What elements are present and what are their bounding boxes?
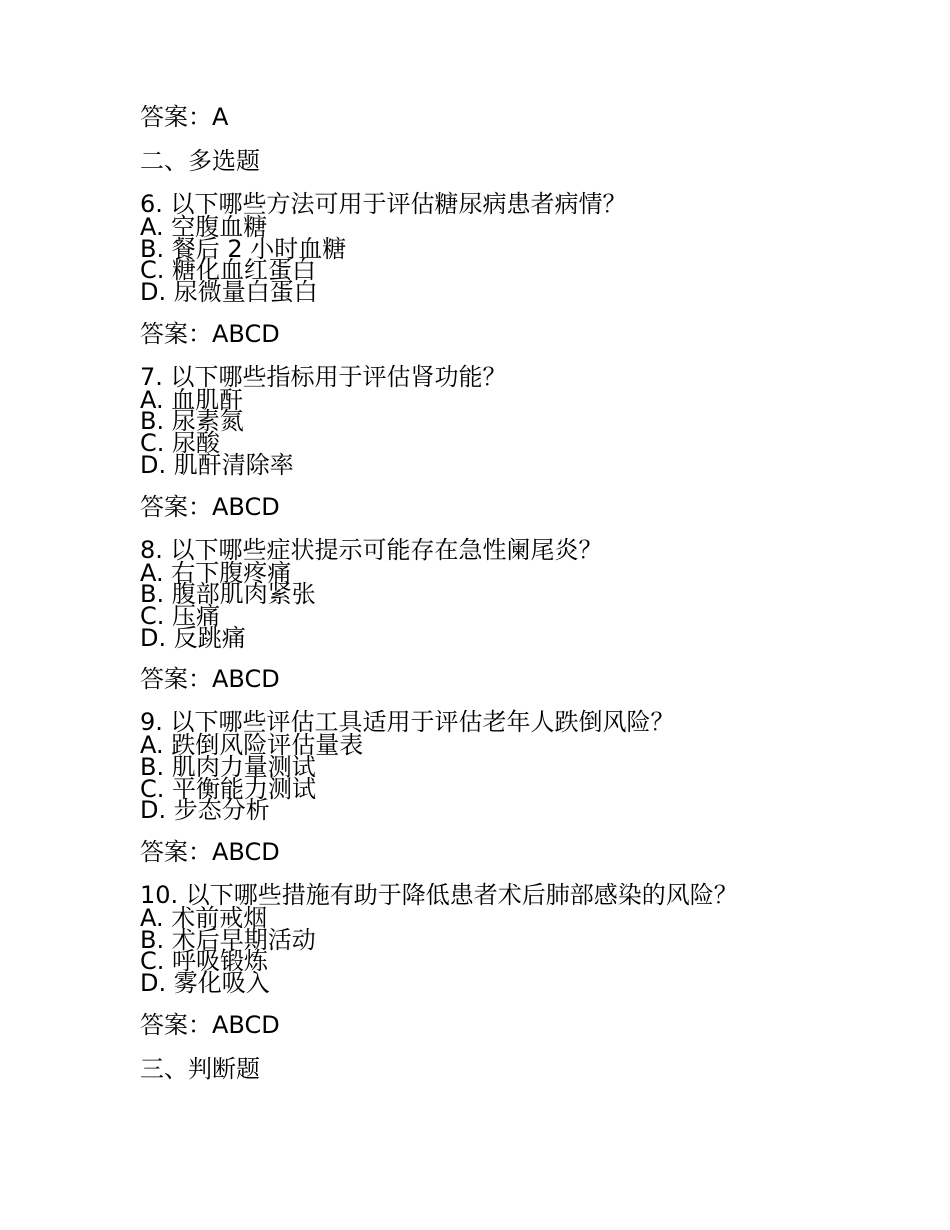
option-b: B. 餐后 2 小时血糖 [140, 234, 347, 263]
option-d: D. 尿微量白蛋白 [140, 278, 318, 307]
option-d: D. 肌酐清除率 [140, 450, 294, 479]
option-b: B. 腹部肌肉紧张 [140, 580, 316, 609]
answer-line: 答案：ABCD [140, 838, 280, 866]
question-block [140, 881, 860, 998]
document-content [140, 103, 860, 1099]
question-text: 10. 以下哪些措施有助于降低患者术后肺部感染的风险？ [140, 881, 738, 909]
option-a: A. 右下腹疼痛 [140, 558, 292, 587]
question-text: 9. 以下哪些评估工具适用于评估老年人跌倒风险？ [140, 708, 675, 737]
question-block [140, 364, 860, 477]
question-text: 8. 以下哪些症状提示可能存在急性阑尾炎？ [140, 535, 603, 564]
option-a: A. 空腹血糖 [140, 213, 268, 241]
question-block [140, 537, 860, 650]
option-a: A. 术前戒烟 [140, 904, 268, 932]
question-block [140, 708, 860, 825]
answer-line: 答案：ABCD [140, 492, 280, 521]
option-a: A. 跌倒风险评估量表 [140, 731, 364, 760]
question-text: 7. 以下哪些指标用于评估肾功能？ [140, 362, 507, 391]
option-b: B. 肌肉力量测试 [140, 752, 316, 781]
option-b: B. 术后早期活动 [140, 925, 316, 954]
answer-line: 答案：A [140, 103, 229, 131]
section-heading-true-false: 三、判断题 [140, 1054, 260, 1083]
question-block [140, 190, 860, 307]
option-c: C. 呼吸锻炼 [140, 947, 269, 976]
question-text: 6. 以下哪些方法可用于评估糖尿病患者病情？ [140, 190, 627, 218]
option-c: C. 平衡能力测试 [140, 774, 317, 803]
answer-line: 答案：ABCD [140, 319, 280, 348]
answer-line: 答案：ABCD [140, 1010, 280, 1039]
option-d: D. 步态分析 [140, 796, 270, 825]
option-d: D. 反跳痛 [140, 623, 246, 652]
option-c: C. 压痛 [140, 601, 221, 630]
option-d: D. 雾化吸入 [140, 969, 270, 998]
option-b: B. 尿素氮 [140, 407, 244, 436]
option-a: A. 血肌酐 [140, 385, 244, 414]
answer-line: 答案：ABCD [140, 665, 280, 694]
section-heading-multiple-choice: 二、多选题 [140, 147, 260, 175]
option-c: C. 尿酸 [140, 429, 221, 458]
option-c: C. 糖化血红蛋白 [140, 256, 317, 285]
